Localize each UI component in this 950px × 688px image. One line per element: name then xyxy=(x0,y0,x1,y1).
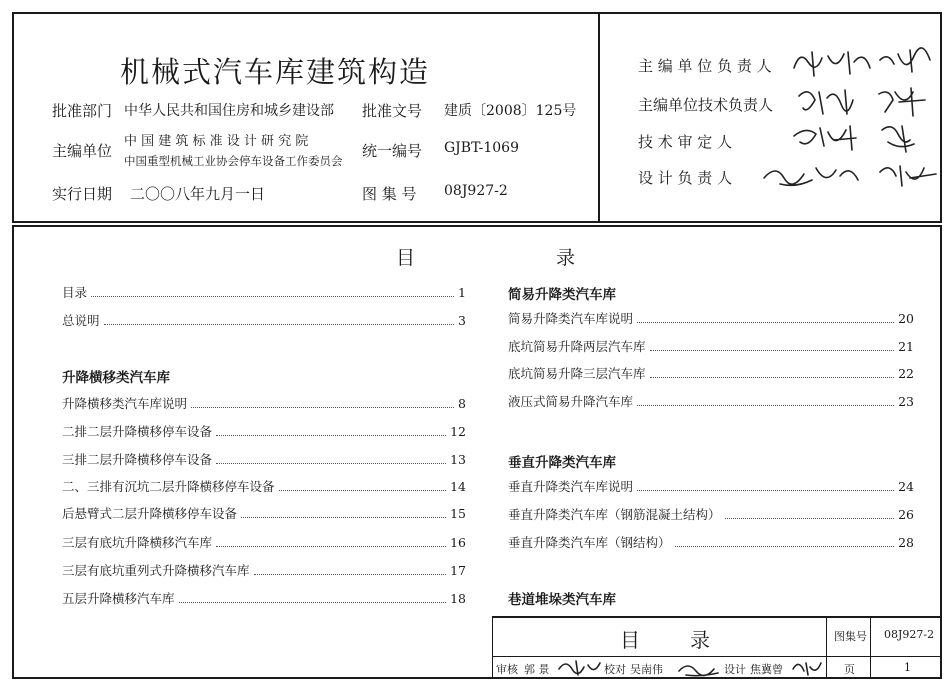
sig-row3-label: 技 术 审 定 人 xyxy=(638,133,733,151)
toc-leader xyxy=(675,537,895,547)
toc-leader xyxy=(725,509,895,519)
tb-atlas-no-label: 图集号 xyxy=(834,630,867,643)
toc-row-title: 垂直升降类汽车库说明 xyxy=(508,479,634,494)
toc-row[interactable] xyxy=(62,504,466,522)
toc-row-page: 26 xyxy=(898,506,914,522)
toc-row-page: 17 xyxy=(450,562,466,578)
tb-top-line xyxy=(492,616,942,618)
toc-leader xyxy=(637,396,894,406)
sig-row2-label: 主编单位技术负责人 xyxy=(638,96,774,114)
reviewer-signature xyxy=(556,657,602,677)
sig-row1-label: 主 编 单 位 负 责 人 xyxy=(638,57,772,75)
tb-name-left: 目 xyxy=(620,628,640,652)
tb-design-label: 设计 xyxy=(724,663,746,676)
unified-no: GJBT-1069 xyxy=(444,140,519,156)
proofer-signature xyxy=(676,657,722,677)
toc-row[interactable] xyxy=(62,589,466,607)
approval-doc: 建质〔2008〕125号 xyxy=(444,103,577,119)
tb-vline-1 xyxy=(826,616,827,679)
approval-dept-label: 批准部门 xyxy=(52,102,113,120)
toc-row[interactable] xyxy=(508,392,914,410)
toc-leader xyxy=(637,313,894,323)
toc-row-page: 28 xyxy=(898,534,914,550)
toc-row[interactable] xyxy=(62,450,466,468)
toc-row-page: 21 xyxy=(898,338,914,354)
toc-row[interactable] xyxy=(508,505,914,523)
toc-row[interactable] xyxy=(508,309,914,327)
toc-row-title: 三层有底坑重列式升降横移汽车库 xyxy=(62,563,250,578)
toc-section-title: 垂直升降类汽车库 xyxy=(508,455,616,471)
toc-leader xyxy=(216,454,446,464)
toc-row-title: 垂直升降类汽车库（钢结构） xyxy=(508,535,671,550)
toc-row[interactable] xyxy=(62,311,466,329)
atlas-title: 机械式汽车库建筑构造 xyxy=(120,55,431,89)
tb-proof-label: 校对 xyxy=(604,663,626,676)
toc-row[interactable] xyxy=(62,561,466,579)
toc-row-title: 三排二层升降横移停车设备 xyxy=(62,452,213,467)
toc-row[interactable] xyxy=(62,394,466,412)
toc-row-title: 二排二层升降横移停车设备 xyxy=(62,424,213,439)
tb-page-label: 页 xyxy=(844,663,855,676)
toc-leader xyxy=(91,287,454,297)
editor-unit-label: 主编单位 xyxy=(52,142,113,160)
toc-row-page: 3 xyxy=(458,312,466,328)
toc-leader xyxy=(216,426,446,436)
toc-row-page: 12 xyxy=(450,423,466,439)
toc-leader xyxy=(254,565,447,575)
toc-row[interactable] xyxy=(508,337,914,355)
toc-leader xyxy=(279,481,447,491)
toc-heading-left: 目 xyxy=(396,247,416,269)
signature-4 xyxy=(760,158,940,192)
toc-row[interactable] xyxy=(508,477,914,495)
toc-leader xyxy=(650,368,895,378)
toc-row[interactable] xyxy=(508,533,914,551)
toc-leader xyxy=(650,341,895,351)
toc-row-title: 总说明 xyxy=(62,313,100,328)
toc-row-page: 8 xyxy=(458,395,466,411)
editor-unit-2: 中国重型机械工业协会停车设备工作委员会 xyxy=(124,154,343,168)
toc-row-page: 1 xyxy=(458,284,466,300)
toc-row[interactable] xyxy=(62,422,466,440)
approval-dept: 中华人民共和国住房和城乡建设部 xyxy=(124,103,334,119)
tb-name-right: 录 xyxy=(690,628,710,652)
toc-row-page: 24 xyxy=(898,478,914,494)
toc-leader xyxy=(216,537,446,547)
atlas-no-label: 图 集 号 xyxy=(362,185,417,203)
tb-review-label: 审核 xyxy=(496,663,518,676)
toc-row-page: 14 xyxy=(450,478,466,494)
toc-leader xyxy=(241,508,446,518)
toc-row-page: 13 xyxy=(450,451,466,467)
toc-section-title: 巷道堆垛类汽车库 xyxy=(508,592,616,608)
toc-row-page: 16 xyxy=(450,534,466,550)
toc-row-title: 底坑简易升降三层汽车库 xyxy=(508,366,646,381)
unified-no-label: 统一编号 xyxy=(362,142,423,160)
toc-row[interactable] xyxy=(62,283,466,301)
toc-row-page: 22 xyxy=(898,365,914,381)
tb-atlas-no: 08J927-2 xyxy=(884,628,935,641)
toc-row-title: 二、三排有沉坑二层升降横移停车设备 xyxy=(62,479,275,494)
atlas-no: 08J927-2 xyxy=(444,183,508,199)
toc-row[interactable] xyxy=(62,477,466,495)
toc-row[interactable] xyxy=(508,364,914,382)
header-divider xyxy=(598,12,600,223)
signature-3 xyxy=(790,120,935,156)
tb-proofer: 吴南伟 xyxy=(630,663,663,676)
tb-page-no: 1 xyxy=(904,661,911,674)
editor-unit-1: 中 国 建 筑 标 准 设 计 研 究 院 xyxy=(124,134,309,149)
effective-date: 二〇〇八年九月一日 xyxy=(130,185,266,203)
signature-2 xyxy=(795,84,935,120)
toc-row-title: 垂直升降类汽车库（钢筋混凝土结构） xyxy=(508,507,721,522)
toc-row-title: 三层有底坑升降横移汽车库 xyxy=(62,535,213,550)
toc-row-page: 18 xyxy=(450,590,466,606)
tb-left-line xyxy=(492,616,493,679)
toc-section-title: 简易升降类汽车库 xyxy=(508,287,616,303)
effective-date-label: 实行日期 xyxy=(52,185,113,203)
approval-doc-label: 批准文号 xyxy=(362,102,423,120)
toc-leader xyxy=(637,481,894,491)
tb-designer: 焦冀曾 xyxy=(750,663,783,676)
toc-row-page: 20 xyxy=(898,310,914,326)
toc-heading-right: 录 xyxy=(556,247,576,269)
signature-1 xyxy=(790,46,935,80)
toc-row-page: 15 xyxy=(450,505,466,521)
tb-reviewer: 郭 景 xyxy=(524,663,550,676)
toc-row-title: 液压式简易升降汽车库 xyxy=(508,394,634,409)
sig-row4-label: 设 计 负 责 人 xyxy=(638,169,733,187)
designer-signature xyxy=(790,657,824,677)
toc-row-title: 后悬臂式二层升降横移停车设备 xyxy=(62,506,238,521)
toc-section-title: 升降横移类汽车库 xyxy=(62,370,170,386)
toc-leader xyxy=(191,398,454,408)
toc-row[interactable] xyxy=(62,533,466,551)
toc-row-title: 五层升降横移汽车库 xyxy=(62,591,175,606)
tb-vline-2 xyxy=(870,616,871,679)
toc-row-title: 简易升降类汽车库说明 xyxy=(508,311,634,326)
toc-leader xyxy=(104,315,455,325)
toc-row-title: 目录 xyxy=(62,285,88,300)
toc-row-title: 升降横移类汽车库说明 xyxy=(62,396,188,411)
toc-row-title: 底坑简易升降两层汽车库 xyxy=(508,339,646,354)
toc-row-page: 23 xyxy=(898,393,914,409)
toc-leader xyxy=(179,593,447,603)
